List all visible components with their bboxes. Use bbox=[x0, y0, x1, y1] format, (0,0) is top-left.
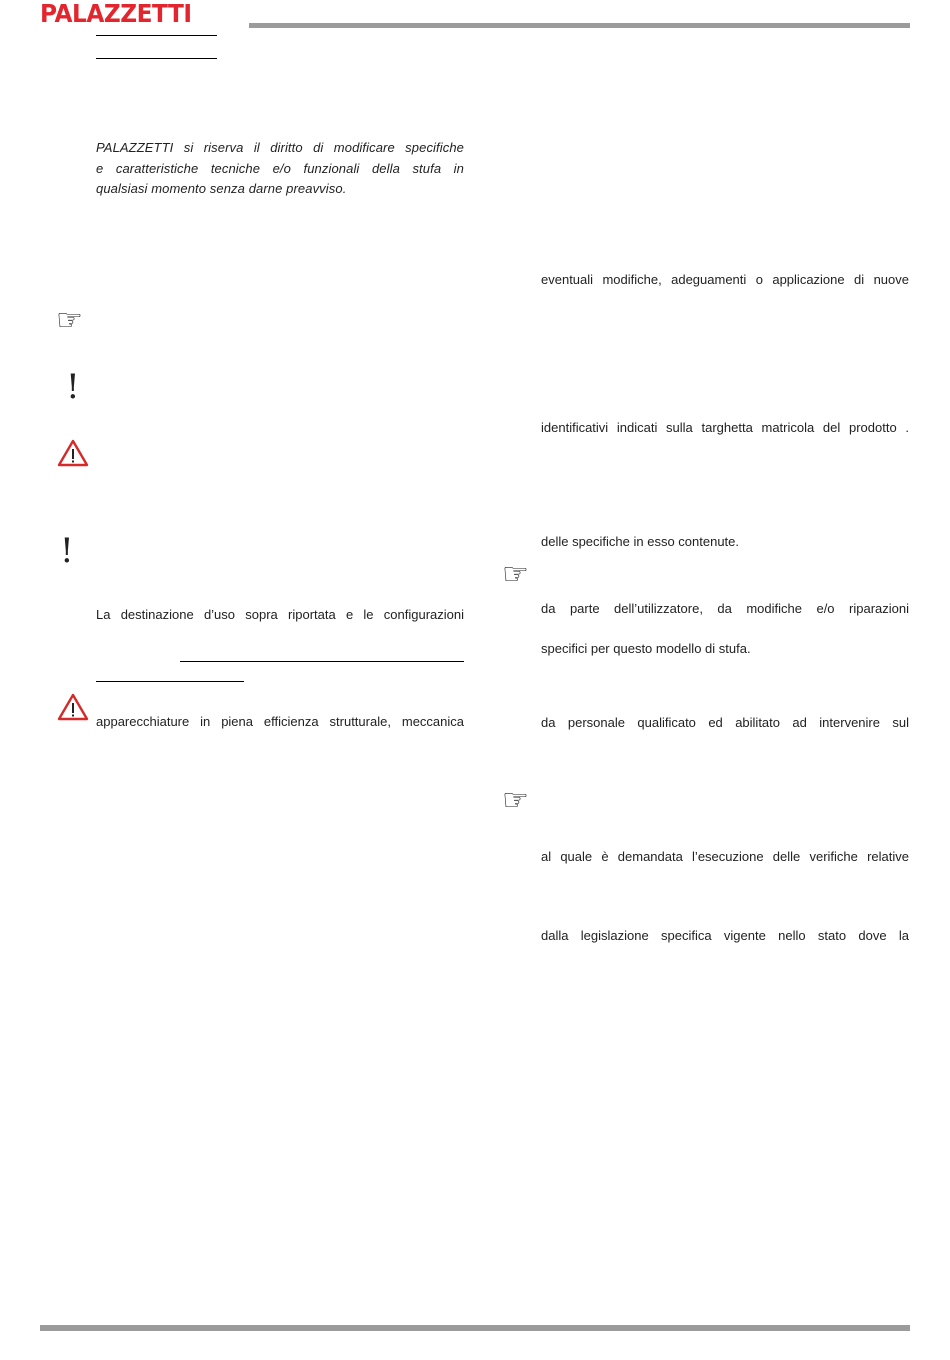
pointing-hand-icon: ☞ bbox=[56, 303, 83, 338]
disclaimer-line: PALAZZETTI si riserva il diritto di modificare specifiche bbox=[96, 140, 464, 155]
disclaimer-line: e caratteristiche tecniche e/o funzionali della stufa in bbox=[96, 160, 464, 176]
disclaimer-paragraph bbox=[96, 138, 464, 200]
header-bar bbox=[249, 23, 910, 28]
exclamation-icon: ! bbox=[66, 367, 80, 407]
disclaimer-line: qualsiasi momento senza darne preavviso. bbox=[96, 181, 347, 196]
text-line-utilizzatore: da parte dell’utilizzatore, da modifiche e/o riparazioni bbox=[541, 601, 909, 616]
underline-rule-2 bbox=[96, 681, 244, 682]
text-line-modello: specifici per questo modello di stufa. bbox=[541, 641, 751, 656]
text-line-legislazione: dalla legislazione specifica vigente nello stato dove la bbox=[541, 928, 909, 943]
heading-rule-2 bbox=[96, 58, 217, 59]
warning-triangle-icon bbox=[57, 693, 89, 721]
text-line-verifiche: al quale è demandata l’esecuzione delle verifiche relative bbox=[541, 849, 909, 864]
text-line-identificativi: identificativi indicati sulla targhetta matricola del prodotto . bbox=[541, 420, 909, 435]
warning-triangle-icon bbox=[57, 439, 89, 467]
pointing-hand-icon: ☞ bbox=[502, 783, 529, 818]
footer-bar bbox=[40, 1325, 910, 1331]
text-line-modifiche: eventuali modifiche, adeguamenti o applicazione di nuove bbox=[541, 272, 909, 287]
palazzetti-logo: PALAZZETTI bbox=[40, 0, 192, 28]
exclamation-icon: ! bbox=[60, 531, 74, 571]
heading-rule-1 bbox=[96, 35, 217, 36]
text-line-apparecchiature: apparecchiature in piena efficienza strutturale, meccanica bbox=[96, 714, 464, 729]
text-line-specifiche: delle specifiche in esso contenute. bbox=[541, 534, 740, 549]
text-line-personale: da personale qualificato ed abilitato ad intervenire sul bbox=[541, 715, 909, 730]
text-line-destinazione: La destinazione d’uso sopra riportata e le configurazioni bbox=[96, 607, 464, 622]
pointing-hand-icon: ☞ bbox=[502, 557, 529, 592]
underline-rule-1 bbox=[180, 661, 464, 662]
